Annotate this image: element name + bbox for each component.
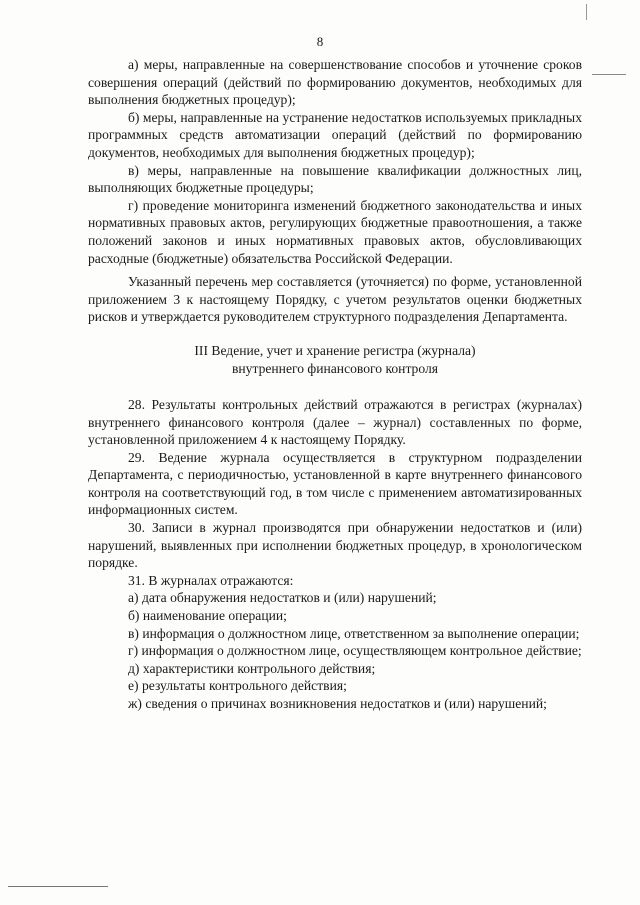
scan-mark (586, 4, 587, 20)
paragraph: г) проведение мониторинга изменений бюджетного законодательства и иных нормативных правовых актов, регулирующих бюджетные правоотношения, а также положений законов и иных нормативных правовых актов, обусловливающих расходные (бюджетные) обязательства Российской Федерации. (88, 197, 582, 266)
paragraph: ж) сведения о причинах возникновения недостатков и (или) нарушений; (128, 696, 547, 711)
paragraph: е) результаты контрольного действия; (128, 678, 347, 694)
scan-mark (8, 886, 108, 887)
paragraph: Указанный перечень мер составляется (уточняется) по форме, установленной приложением 3 к настоящему Порядку, с учетом результатов оценки бюджетных рисков и утверждается руководителем структурного подразделения Департамента. (88, 274, 582, 325)
paragraph: 29. Ведение журнала осуществляется в структурном подразделении Департамента, с периодичностью, установленной в карте внутреннего финансового контроля на соответствующий год, в том числе с применением автоматизированных информационных систем. (88, 449, 582, 518)
paragraph: б) меры, направленные на устранение недостатков используемых прикладных программных средств автоматизации операций (действий по формированию документов, необходимых для выполнения бюджетных процедур); (88, 109, 582, 160)
paragraph: 30. Записи в журнал производятся при обнаружении недостатков и (или) нарушений, выявленных при исполнении бюджетных процедур, в хронологическом порядке. (88, 520, 582, 571)
section-heading-line: внутреннего финансового контроля (231, 360, 439, 376)
paragraph: в) меры, направленные на повышение квалификации должностных лиц, выполняющих бюджетные процедуры; (88, 162, 582, 196)
paragraph: а) дата обнаружения недостатков и (или) нарушений; (128, 590, 437, 606)
paragraph: д) характеристики контрольного действия; (128, 660, 376, 676)
paragraph: 28. Результаты контрольных действий отражаются в регистрах (журналах) внутреннего финансового контроля (далее – журнал) составленных по форме, установленной приложением 4 к настоящему Порядку. (88, 396, 582, 448)
scan-mark (592, 74, 626, 75)
paragraph: г) информация о должностном лице, осуществляющем контрольное действие; (128, 643, 582, 659)
document-body (88, 56, 582, 713)
paragraph: а) меры, направленные на совершенствование способов и уточнение сроков совершения операций (действий по формированию документов, необходимых для выполнения бюджетных процедур); (88, 57, 582, 108)
paragraph: в) информация о должностном лице, ответственном за выполнение операции; (128, 625, 580, 641)
page-number: 8 (316, 34, 324, 49)
section-heading (88, 342, 582, 378)
paragraph: б) наименование операции; (128, 608, 287, 624)
section-heading-line: III Ведение, учет и хранение регистра (журнала) (194, 342, 476, 358)
paragraph: 31. В журналах отражаются: (128, 572, 294, 588)
